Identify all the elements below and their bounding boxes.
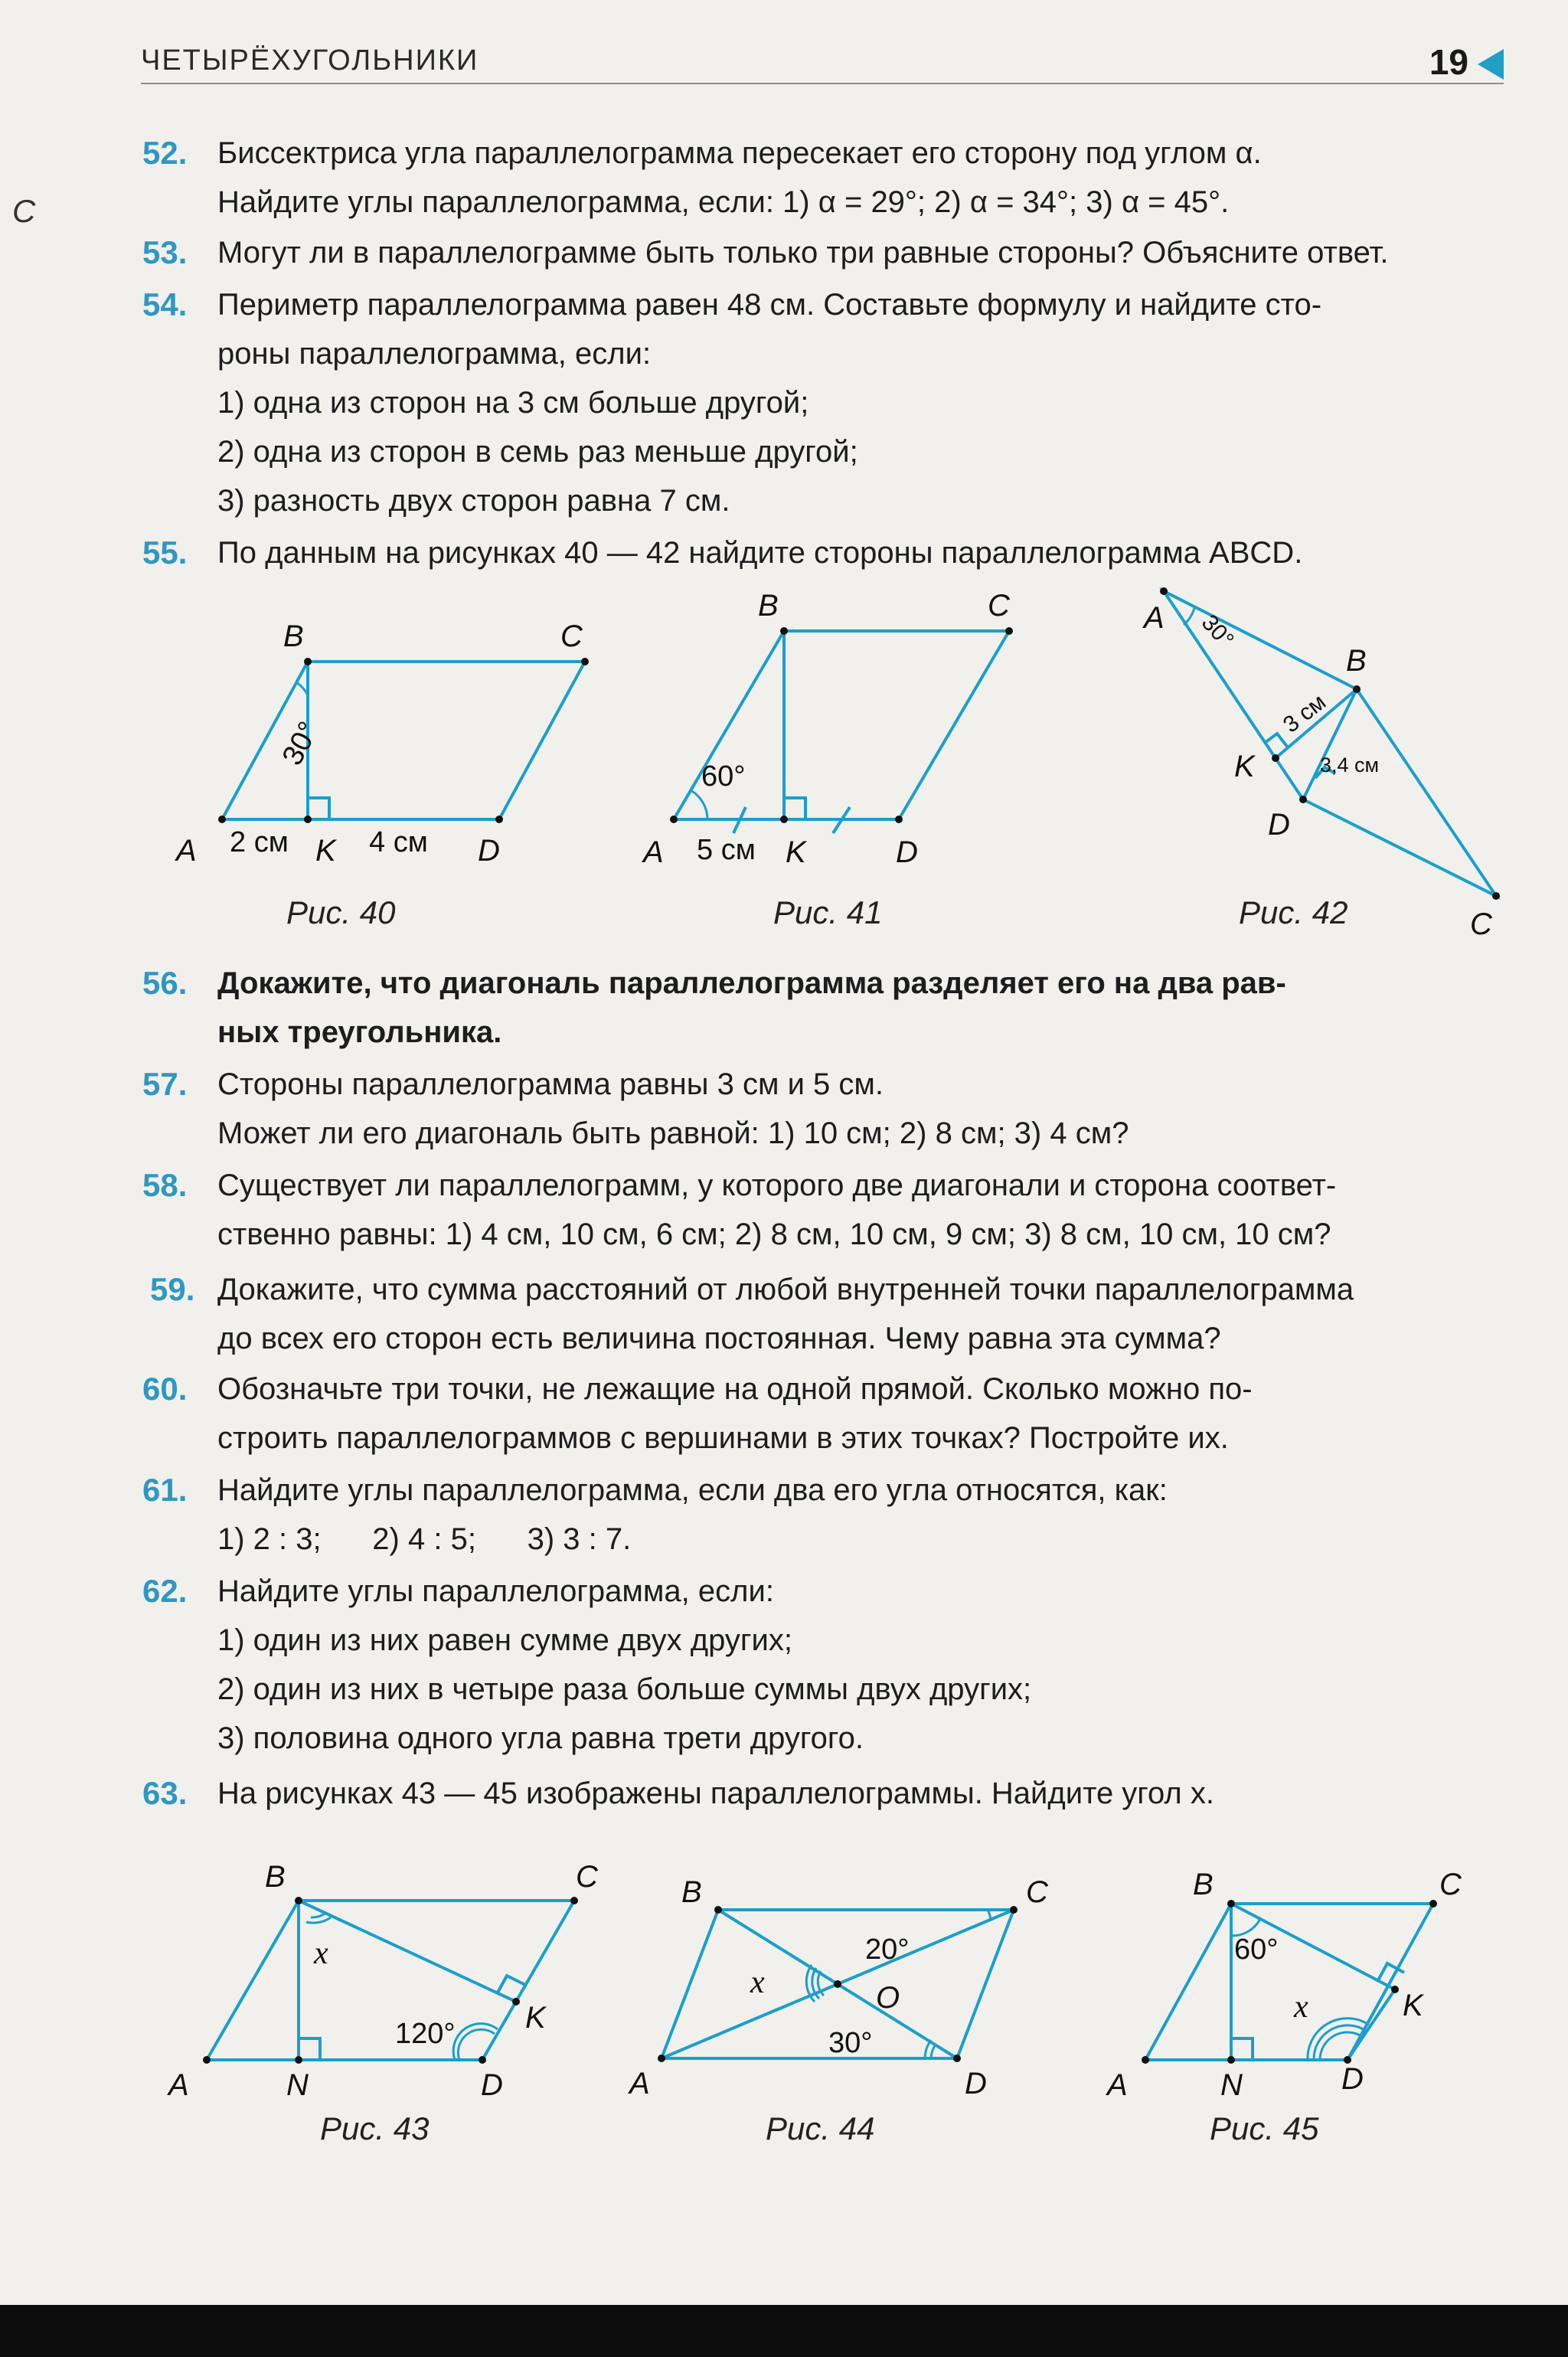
label-b: B (1346, 644, 1367, 678)
label-a: A (168, 2068, 189, 2102)
problem-item: 1) одна из сторон на 3 см больше другой; (217, 386, 809, 420)
label-a: A (643, 835, 664, 869)
length-bd: 3,4 см (1320, 754, 1380, 776)
problem-number: 61. (142, 1472, 188, 1508)
problem-text: до всех его сторон есть величина постоянная. Чему равна эта сумма? (217, 1322, 1221, 1355)
label-d: D (478, 834, 500, 868)
angle-label: 60° (1234, 1934, 1279, 1966)
problem-54 (142, 280, 1513, 525)
problem-text: На рисунках 43 — 45 изображены параллелограммы. Найдите угол x. (217, 1777, 1214, 1810)
problem-text: 1) 2 : 3; 2) 4 : 5; 3) 3 : 7. (217, 1522, 632, 1556)
figure-43 (161, 1856, 598, 2109)
problem-item: 2) одна из сторон в семь раз меньше другой; (217, 435, 858, 469)
problem-text: По данным на рисунках 40 — 42 найдите стороны параллелограмма ABCD. (217, 536, 1303, 570)
length-ak: 5 см (697, 834, 756, 866)
problem-58 (142, 1161, 1513, 1259)
figure-45 (1102, 1856, 1501, 2109)
page-number: 19 (1429, 42, 1468, 82)
label-b: B (283, 619, 304, 653)
label-b: B (265, 1860, 286, 1894)
label-a: A (1144, 601, 1165, 635)
angle-label: 30° (1196, 610, 1239, 653)
page-header (141, 44, 1504, 84)
problem-number: 57. (142, 1066, 188, 1102)
problem-text: Докажите, что диагональ параллелограмма разделяет его на два рав- (217, 966, 1286, 1000)
problem-text: Обозначьте три точки, не лежащие на одной прямой. Сколько можно по- (217, 1372, 1253, 1406)
problem-55 (142, 528, 1513, 577)
unknown-x: x (750, 1965, 765, 2000)
problem-text: роны параллелограмма, если: (217, 337, 652, 371)
problem-number: 60. (142, 1371, 188, 1407)
problem-number: 53. (142, 234, 188, 270)
label-d: D (896, 835, 918, 869)
label-d: D (481, 2068, 503, 2102)
label-b: B (758, 589, 779, 623)
problem-number: 56. (142, 965, 188, 1001)
problem-text: строить параллелограммов с вершинами в этих точках? Постройте их. (217, 1421, 1229, 1455)
problem-number: 54. (142, 286, 188, 322)
label-d: D (1341, 2062, 1364, 2096)
label-k: K (786, 835, 806, 869)
length-ak: 2 см (230, 826, 289, 858)
problem-61 (142, 1466, 1513, 1564)
problem-number: 63. (142, 1775, 188, 1811)
figure-44 (628, 1876, 1057, 2106)
problem-text: Периметр параллелограмма равен 48 см. Составьте формулу и найдите сто- (217, 288, 1322, 322)
label-o: O (876, 1981, 900, 2015)
section-title: ЧЕТЫРЁХУГОЛЬНИКИ (141, 44, 479, 77)
problem-text: Биссектриса угла параллелограмма пересекает его сторону под углом α. (217, 136, 1262, 170)
problem-57 (142, 1060, 1513, 1158)
label-d: D (1268, 808, 1290, 842)
margin-letter: C (12, 193, 36, 229)
label-n: N (1220, 2068, 1243, 2102)
problem-number: 55. (142, 534, 188, 570)
figure-43-caption: Рис. 43 (320, 2110, 430, 2146)
problem-53 (142, 228, 1513, 277)
length-bk: 3 см (1278, 689, 1331, 738)
length-kd: 4 см (369, 826, 428, 858)
problem-63 (142, 1769, 1513, 1818)
problem-item: 3) разность двух сторон равна 7 см. (217, 484, 730, 518)
angle-label: 60° (701, 760, 746, 793)
label-c: C (1439, 1868, 1462, 1901)
label-b: B (681, 1875, 702, 1909)
figure-42-caption: Рис. 42 (1239, 894, 1348, 930)
angle-label: 30° (276, 716, 325, 771)
problem-text: ственно равны: 1) 4 см, 10 см, 6 см; 2) 8 см, 10 см, 9 см; 3) 8 см, 10 см, 10 см? (217, 1218, 1331, 1251)
label-d: D (965, 2067, 987, 2100)
problem-item: 1) один из них равен сумме двух других; (217, 1623, 792, 1657)
problem-60 (142, 1365, 1513, 1463)
problem-text: Стороны параллелограмма равны 3 см и 5 см. (217, 1067, 884, 1101)
problem-number: 62. (142, 1573, 188, 1609)
figure-40 (168, 605, 628, 881)
problem-text: Может ли его диагональ быть равной: 1) 10 см; 2) 8 см; 3) 4 см? (217, 1116, 1129, 1150)
figure-45-caption: Рис. 45 (1210, 2110, 1319, 2146)
problem-text: Существует ли параллелограмм, у которого две диагонали и сторона соответ- (217, 1169, 1337, 1202)
problem-text: Найдите углы параллелограмма, если: (217, 1574, 774, 1608)
label-a: A (629, 2067, 650, 2100)
problem-number: 59. (150, 1271, 195, 1307)
label-c: C (988, 589, 1010, 623)
label-a: A (176, 834, 197, 868)
label-a: A (1107, 2068, 1128, 2102)
problem-59 (142, 1265, 1513, 1363)
figure-41 (635, 574, 1064, 881)
unknown-x: x (314, 1936, 328, 1971)
problem-52 (142, 129, 1513, 227)
problem-text: ных треугольника. (217, 1015, 502, 1049)
label-c: C (1470, 907, 1492, 941)
problem-56 (142, 959, 1513, 1057)
figure-44-caption: Рис. 44 (766, 2110, 875, 2146)
problem-item: 3) половина одного угла равна трети другого. (217, 1721, 864, 1755)
label-k: K (315, 834, 336, 868)
angle-30: 30° (828, 2027, 873, 2059)
scan-edge (0, 2305, 1568, 2357)
problem-text: Найдите углы параллелограмма, если два его угла относятся, как: (217, 1473, 1168, 1507)
problem-item: 2) один из них в четыре раза больше суммы двух других; (217, 1672, 1032, 1706)
label-c: C (560, 619, 583, 653)
label-k: K (525, 2001, 546, 2035)
label-n: N (286, 2068, 309, 2102)
problem-number: 58. (142, 1167, 188, 1203)
label-c: C (576, 1860, 598, 1894)
figure-41-caption: Рис. 41 (773, 894, 883, 930)
angle-label: 120° (395, 2018, 456, 2050)
problem-number: 52. (142, 135, 188, 171)
problem-text: Найдите углы параллелограмма, если: 1) α = 29°; 2) α = 34°; 3) α = 45°. (217, 185, 1230, 219)
problem-text: Могут ли в параллелограмме быть только три равные стороны? Объясните ответ. (217, 236, 1389, 270)
problem-text: Докажите, что сумма расстояний от любой внутренней точки параллелограмма (217, 1273, 1354, 1306)
label-b: B (1193, 1868, 1214, 1901)
label-k: K (1234, 750, 1255, 783)
figure-40-caption: Рис. 40 (286, 894, 396, 930)
page-marker-icon (1478, 49, 1504, 80)
label-k: K (1403, 1989, 1423, 2022)
label-c: C (1026, 1875, 1048, 1909)
angle-20: 20° (865, 1934, 910, 1966)
problem-62 (142, 1567, 1513, 1763)
unknown-x: x (1294, 1989, 1308, 2025)
